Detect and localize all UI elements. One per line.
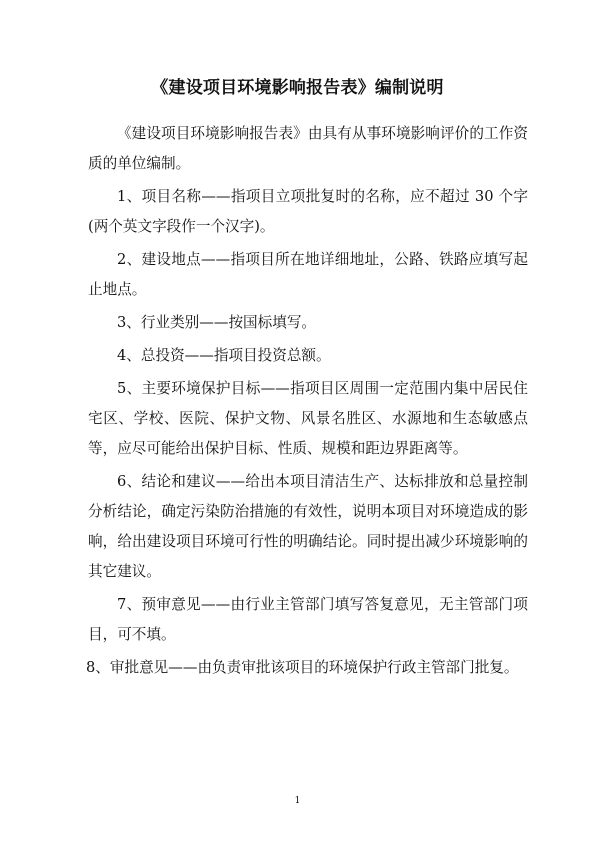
paragraph-conclusions: 6、结论和建议——给出本项目清洁生产、达标排放和总量控制分析结论，确定污染防治措施的有效性，说明本项目对环境造成的影响，给出建设项目环境可行性的明确结论。同时提出减少环境影响的其它建议。 <box>88 473 528 580</box>
document-body <box>88 119 528 686</box>
document-title: 《建设项目环境影响报告表》编制说明 <box>151 78 444 98</box>
paragraph-construction-site: 2、建设地点——指项目所在地详细地址，公路、铁路应填写起止地点。 <box>88 251 528 298</box>
paragraph-protection-targets: 5、主要环境保护目标——指项目区周围一定范围内集中居民住宅区、学校、医院、保护文物、风景名胜区、水源地和生态敏感点等，应尽可能给出保护目标、性质、规模和距边界距离等。 <box>88 380 528 457</box>
paragraph-total-investment: 4、总投资——指项目投资总额。 <box>117 347 331 364</box>
paragraph-project-name: 1、项目名称——指项目立项批复时的名称，应不超过 30 个字(两个英文字段作一个汉字)。 <box>88 188 528 235</box>
page-number: 1 <box>294 796 301 806</box>
paragraph-intro: 《建设项目环境影响报告表》由具有从事环境影响评价的工作资质的单位编制。 <box>88 125 528 172</box>
paragraph-industry-category: 3、行业类别——按国标填写。 <box>117 314 317 331</box>
paragraph-preliminary-review: 7、预审意见——由行业主管部门填写答复意见，无主管部门项目，可不填。 <box>88 596 528 643</box>
paragraph-approval: 8、审批意见——由负责审批该项目的环境保护行政主管部门批复。 <box>86 659 519 676</box>
